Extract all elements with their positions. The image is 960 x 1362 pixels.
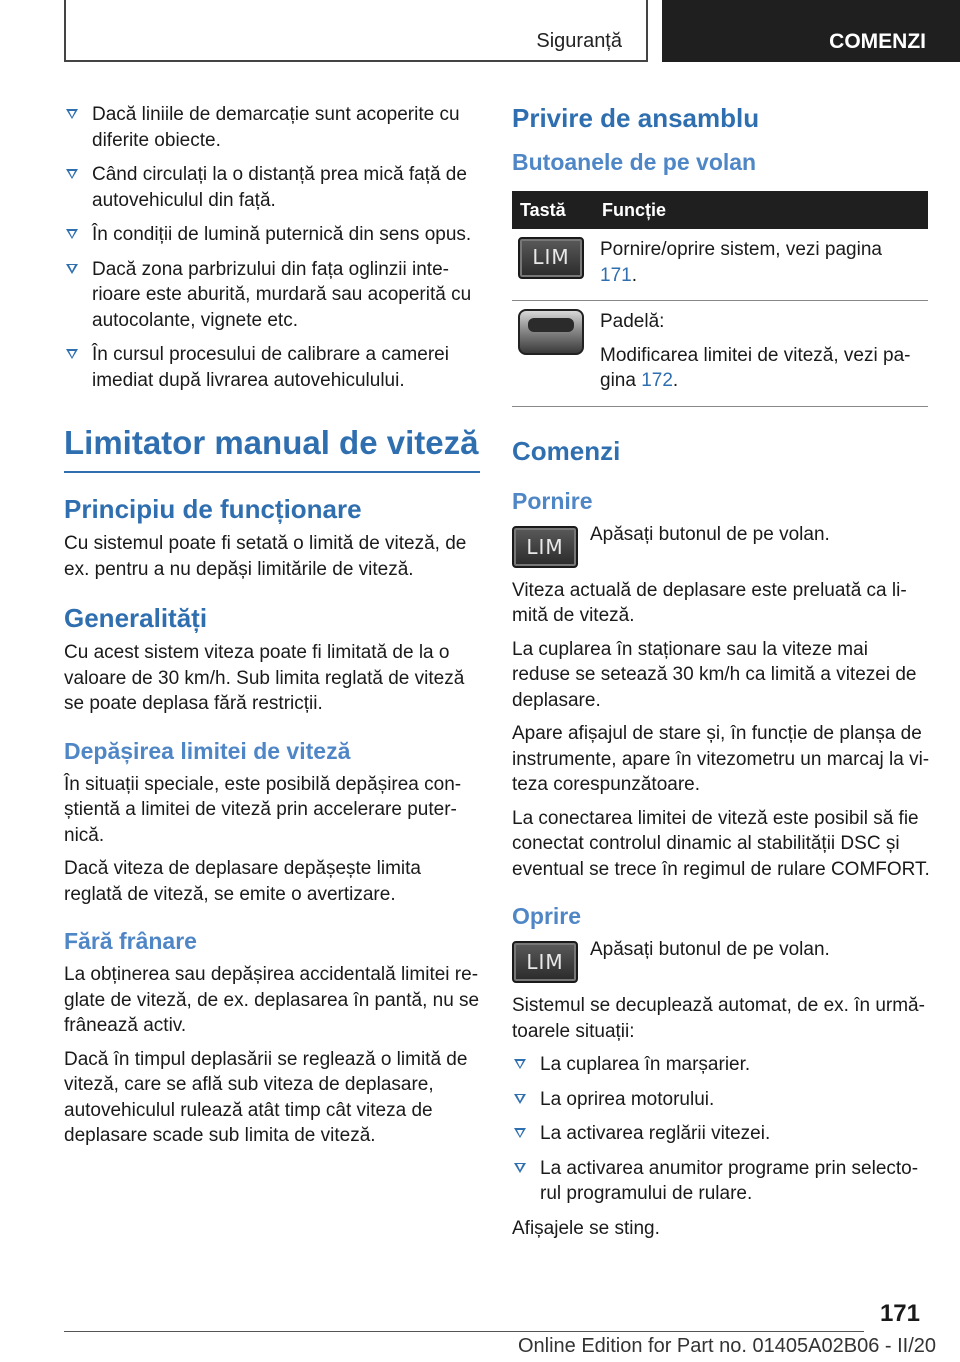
generalitati-text: Cu acest sistem viteza poate fi limitată de la o valoare de 30 km/h. Sub limita reglată de viteză se poate deplasa fără restricții. (64, 642, 465, 714)
triangle-bullet-icon (66, 169, 78, 179)
triangle-bullet-icon (66, 109, 78, 119)
header-chapter-box (662, 0, 960, 62)
chapter-title: COMENZI (829, 30, 926, 53)
col-header-key: Tastă (512, 191, 594, 229)
oprire-heading: Oprire (512, 903, 582, 929)
pornire-text-4: La conectarea limitei de viteză este posibil să fie conectat controlul dinamic al stabilității DSC și eventual se trece în regimul de rulare COMFORT. (512, 807, 930, 880)
list-item: În cursul procesului de calibrare a camerei imediat după livrarea autovehiculului. (64, 342, 480, 393)
header-section-box (64, 0, 648, 62)
triangle-bullet-icon (66, 349, 78, 359)
left-column (64, 102, 480, 1157)
keys-table (512, 191, 928, 407)
frana-text-1: La obținerea sau depășirea accidentală limitei reglate de viteză, de ex. deplasarea în pantă, nu se frânează activ. (64, 964, 480, 1036)
triangle-bullet-icon (66, 229, 78, 239)
oprire-text-1: Sistemul se decuplează automat, de ex. în următoarele situații: (512, 995, 925, 1042)
table-row: Padelă: Modificarea limitei de viteză, vezi pagina 172. (512, 301, 928, 407)
lim-button-icon: LIM (512, 526, 578, 568)
pornire-text-1: Viteza actuală de deplasare este preluată ca limită de viteză. (512, 579, 907, 626)
list-item: Dacă liniile de demarcație sunt acoperite cu diferite obiecte. (64, 102, 480, 153)
page-link[interactable]: 171 (600, 264, 632, 286)
oprire-action-text: Apăsați butonul de pe volan. (590, 939, 830, 960)
lim-button-icon: LIM (512, 941, 578, 983)
triangle-bullet-icon (514, 1128, 526, 1138)
pornire-action (512, 522, 930, 568)
generalitati-heading: Generalități (64, 603, 208, 633)
comenzi-heading: Comenzi (512, 435, 621, 466)
pornire-heading: Pornire (512, 487, 593, 514)
col-header-function: Funcție (594, 191, 928, 229)
depasirea-text-1: În situații speciale, este posibilă depășirea conștientă a limitei de viteză prin accelerare puternică. (64, 773, 462, 846)
oprire-action (512, 937, 930, 983)
list-item: Dacă zona parbrizului din fața oglinzii interioare este aburită, murdară sau acoperită cu autocolante, vignete etc. (64, 257, 480, 334)
paddle-icon (518, 309, 584, 355)
oprire-list (512, 1052, 930, 1207)
frana-text-2: Dacă în timpul deplasării se reglează o limită de viteză, care se află sub viteza de deplasare, autovehiculul rulează atât timp cât viteza de deplasare scade sub limita de viteză. (64, 1048, 468, 1146)
footer-divider (64, 1331, 864, 1332)
butoane-heading: Butoanele de pe volan (512, 149, 757, 175)
table-row: LIM Pornire/oprire sistem, vezi pagina 171. (512, 229, 928, 301)
section-title: Siguranță (536, 30, 622, 52)
triangle-bullet-icon (514, 1059, 526, 1069)
principiu-text: Cu sistemul poate fi setată o limită de viteză, de ex. pentru a nu depăși limitările de viteză. (64, 533, 467, 580)
page-link[interactable]: 172 (641, 370, 673, 391)
list-item: La activarea reglării vitezei. (512, 1121, 930, 1147)
list-item: Când circulați la o distanță prea mică față de autovehiculul din față. (64, 162, 480, 213)
list-item: În condiții de lumină puternică din sens opus. (64, 222, 480, 248)
main-title: Limitator manual de viteză (64, 423, 480, 473)
depasirea-text-2: Dacă viteza de deplasare depășește limita reglată de viteză, se emite o avertizare. (64, 858, 421, 905)
table-header-row (512, 191, 928, 229)
right-column (512, 102, 930, 1249)
page-number: 171 (879, 1300, 920, 1327)
pornire-text-2: La cuplarea în staționare sau la viteze mai reduse se setează 30 km/h ca limită a vitezei de deplasare. (512, 638, 917, 711)
conditions-list (64, 102, 480, 393)
triangle-bullet-icon (514, 1163, 526, 1173)
lim-button-icon: LIM (518, 237, 584, 279)
triangle-bullet-icon (514, 1094, 526, 1104)
depasirea-heading: Depășirea limitei de viteză (64, 737, 351, 764)
list-item: La oprirea motorului. (512, 1087, 930, 1113)
list-item: La cuplarea în marșarier. (512, 1052, 930, 1078)
pornire-action-text: Apăsați butonul de pe volan. (590, 523, 830, 545)
frana-heading: Fără frânare (64, 928, 197, 954)
oprire-end-text: Afișajele se sting. (512, 1217, 660, 1239)
triangle-bullet-icon (66, 264, 78, 274)
principiu-heading: Principiu de funcționare (64, 494, 362, 524)
list-item: La activarea anumitor programe prin selectorul programului de rulare. (512, 1156, 930, 1207)
ansamblu-heading: Privire de ansamblu (512, 103, 760, 133)
edition-text: Online Edition for Part no. 01405A02B06 - II/20 (517, 1335, 936, 1357)
pornire-text-3: Apare afișajul de stare și, în funcție de planșa de instrumente, apare în vitezometru un marcaj la viteza corespunzătoare. (512, 723, 930, 795)
